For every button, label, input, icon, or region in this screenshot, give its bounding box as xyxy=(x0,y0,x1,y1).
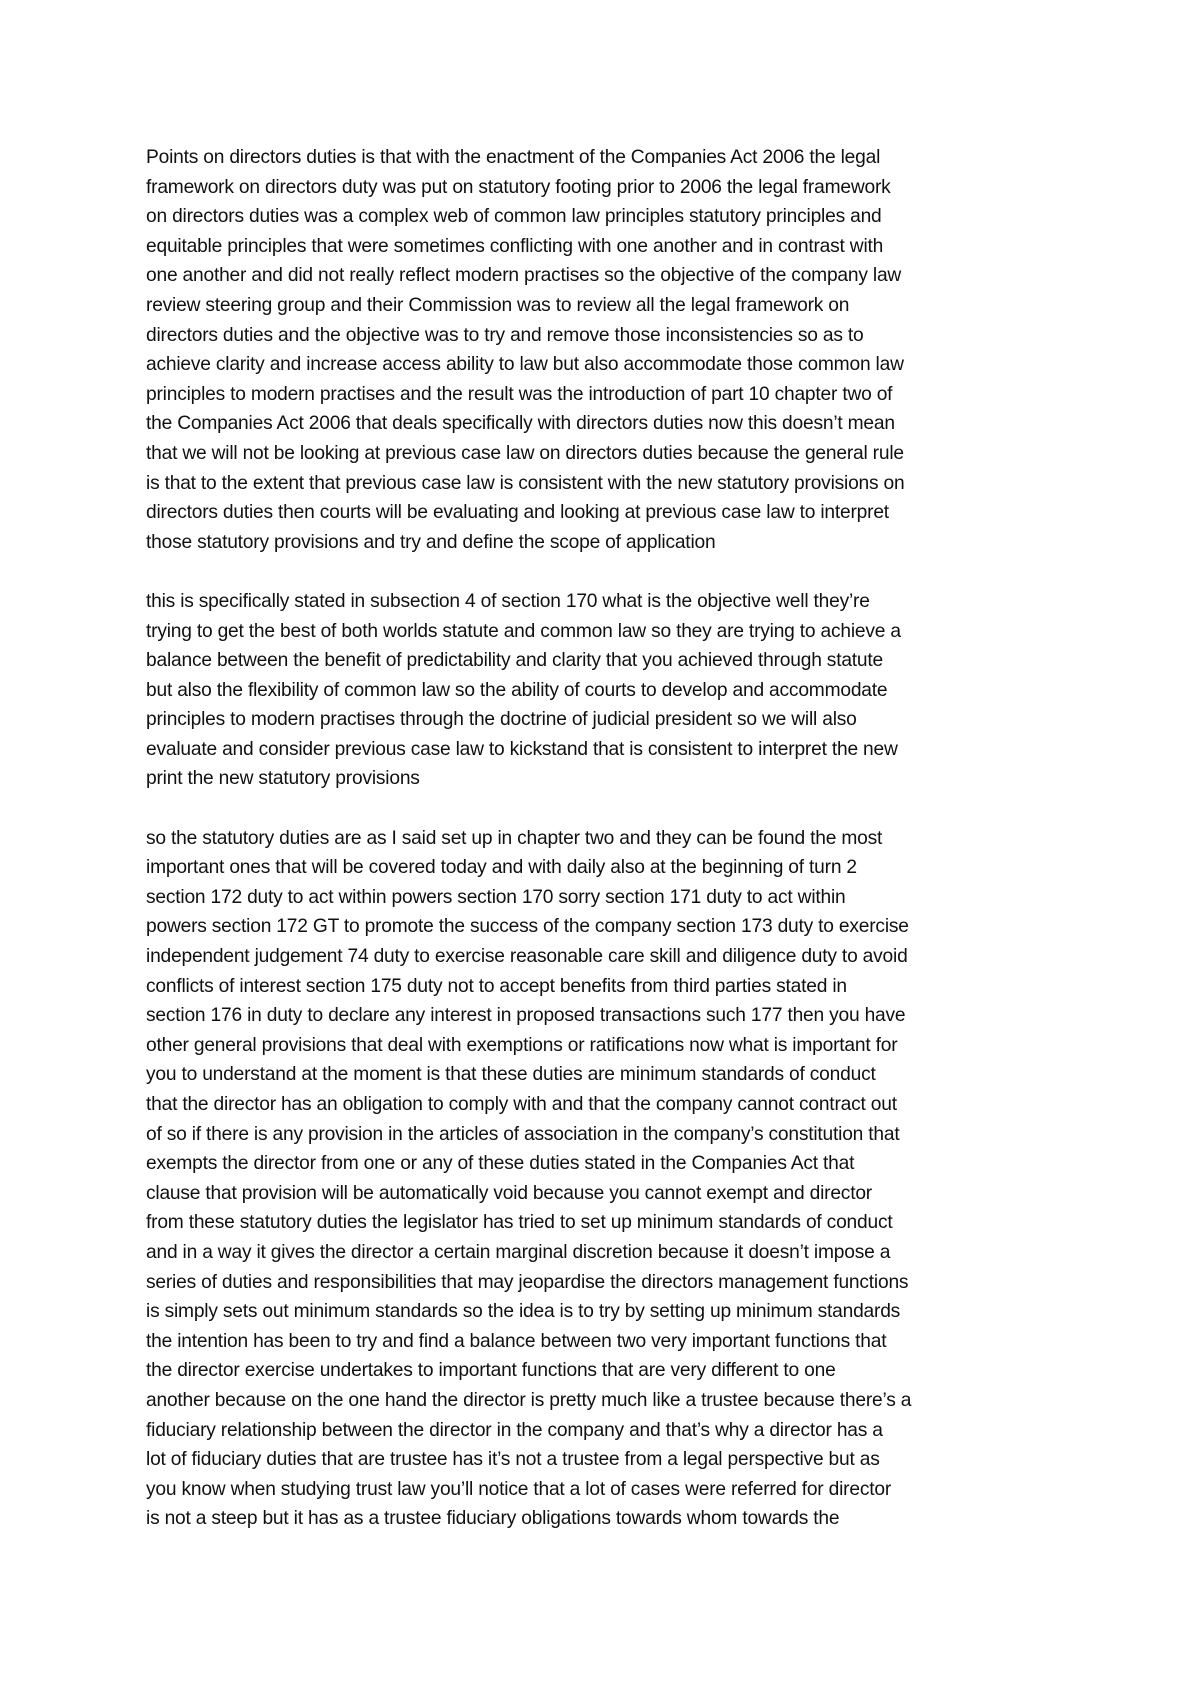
text-line: balance between the benefit of predictability and clarity that you achieved through statute xyxy=(146,650,883,672)
text-line: and in a way it gives the director a certain marginal discretion because it doesn’t impose a xyxy=(146,1241,891,1263)
text-line: directors duties then courts will be evaluating and looking at previous case law to interpret xyxy=(146,502,889,524)
text-line: clause that provision will be automatically void because you cannot exempt and director xyxy=(146,1182,872,1204)
text-line: you to understand at the moment is that these duties are minimum standards of conduct xyxy=(146,1064,876,1086)
text-line: is simply sets out minimum standards so the idea is to try by setting up minimum standards xyxy=(146,1301,901,1323)
text-line: fiduciary relationship between the director in the company and that’s why a director has a xyxy=(146,1419,883,1441)
document-body xyxy=(146,143,1066,1564)
text-line: other general provisions that deal with exemptions or ratifications now what is important for xyxy=(146,1034,898,1056)
text-line: framework on directors duty was put on statutory footing prior to 2006 the legal framework xyxy=(146,176,891,198)
text-line: powers section 172 GT to promote the success of the company section 173 duty to exercise xyxy=(146,916,909,938)
text-line: achieve clarity and increase access ability to law but also accommodate those common law xyxy=(146,354,904,376)
text-line: is that to the extent that previous case law is consistent with the new statutory provisions on xyxy=(146,472,905,494)
text-line: Points on directors duties is that with the enactment of the Companies Act 2006 the legal xyxy=(146,147,881,168)
text-line: the director exercise undertakes to important functions that are very different to one xyxy=(146,1360,836,1382)
text-line: review steering group and their Commission was to review all the legal framework on xyxy=(146,294,850,316)
text-line: those statutory provisions and try and define the scope of application xyxy=(146,531,716,553)
text-line: principles to modern practises and the result was the introduction of part 10 chapter two of xyxy=(146,383,893,405)
text-line: trying to get the best of both worlds statute and common law so they are trying to achieve a xyxy=(146,620,901,642)
text-line: print the new statutory provisions xyxy=(146,768,420,790)
text-line: series of duties and responsibilities that may jeopardise the directors management functions xyxy=(146,1271,909,1293)
text-line: the Companies Act 2006 that deals specifically with directors duties now this doesn’t mean xyxy=(146,413,895,435)
paragraph-3 xyxy=(146,824,1066,1534)
text-line: another because on the one hand the director is pretty much like a trustee because there’s a xyxy=(146,1389,912,1411)
text-line: of so if there is any provision in the articles of association in the company’s constitution that xyxy=(146,1123,900,1145)
text-line: from these statutory duties the legislator has tried to set up minimum standards of conduct xyxy=(146,1212,893,1234)
text-line: lot of fiduciary duties that are trustee has it’s not a trustee from a legal perspective but as xyxy=(146,1449,880,1471)
text-line: this is specifically stated in subsection 4 of section 170 what is the objective well they’re xyxy=(146,590,870,612)
text-line: on directors duties was a complex web of common law principles statutory principles and xyxy=(146,206,882,228)
text-line: that we will not be looking at previous case law on directors duties because the general rule xyxy=(146,442,904,464)
text-line: evaluate and consider previous case law to kickstand that is consistent to interpret the new xyxy=(146,738,898,760)
text-line: section 172 duty to act within powers section 170 sorry section 171 duty to act within xyxy=(146,886,846,908)
text-line: exempts the director from one or any of these duties stated in the Companies Act that xyxy=(146,1153,855,1175)
text-line: independent judgement 74 duty to exercise reasonable care skill and diligence duty to avoid xyxy=(146,946,908,968)
text-line: important ones that will be covered today and with daily also at the beginning of turn 2 xyxy=(146,857,857,879)
text-line: is not a steep but it has as a trustee fiduciary obligations towards whom towards the xyxy=(146,1508,840,1530)
text-line: so the statutory duties are as I said set up in chapter two and they can be found the most xyxy=(146,827,883,849)
text-line: section 176 in duty to declare any interest in proposed transactions such 177 then you have xyxy=(146,1005,906,1027)
text-line: you know when studying trust law you’ll notice that a lot of cases were referred for director xyxy=(146,1478,892,1500)
paragraph-2 xyxy=(146,587,1066,794)
text-line: equitable principles that were sometimes conflicting with one another and in contrast with xyxy=(146,235,884,257)
text-line: conflicts of interest section 175 duty not to accept benefits from third parties stated in xyxy=(146,975,847,997)
text-line: that the director has an obligation to comply with and that the company cannot contract out xyxy=(146,1094,897,1115)
text-line: principles to modern practises through the doctrine of judicial president so we will also xyxy=(146,709,857,731)
text-line: directors duties and the objective was to try and remove those inconsistencies so as to xyxy=(146,324,864,346)
text-line: one another and did not really reflect modern practises so the objective of the company law xyxy=(146,265,902,287)
text-line: the intention has been to try and find a balance between two very important functions that xyxy=(146,1330,887,1352)
text-line: but also the flexibility of common law so the ability of courts to develop and accommodate xyxy=(146,679,888,701)
paragraph-1 xyxy=(146,143,1066,557)
